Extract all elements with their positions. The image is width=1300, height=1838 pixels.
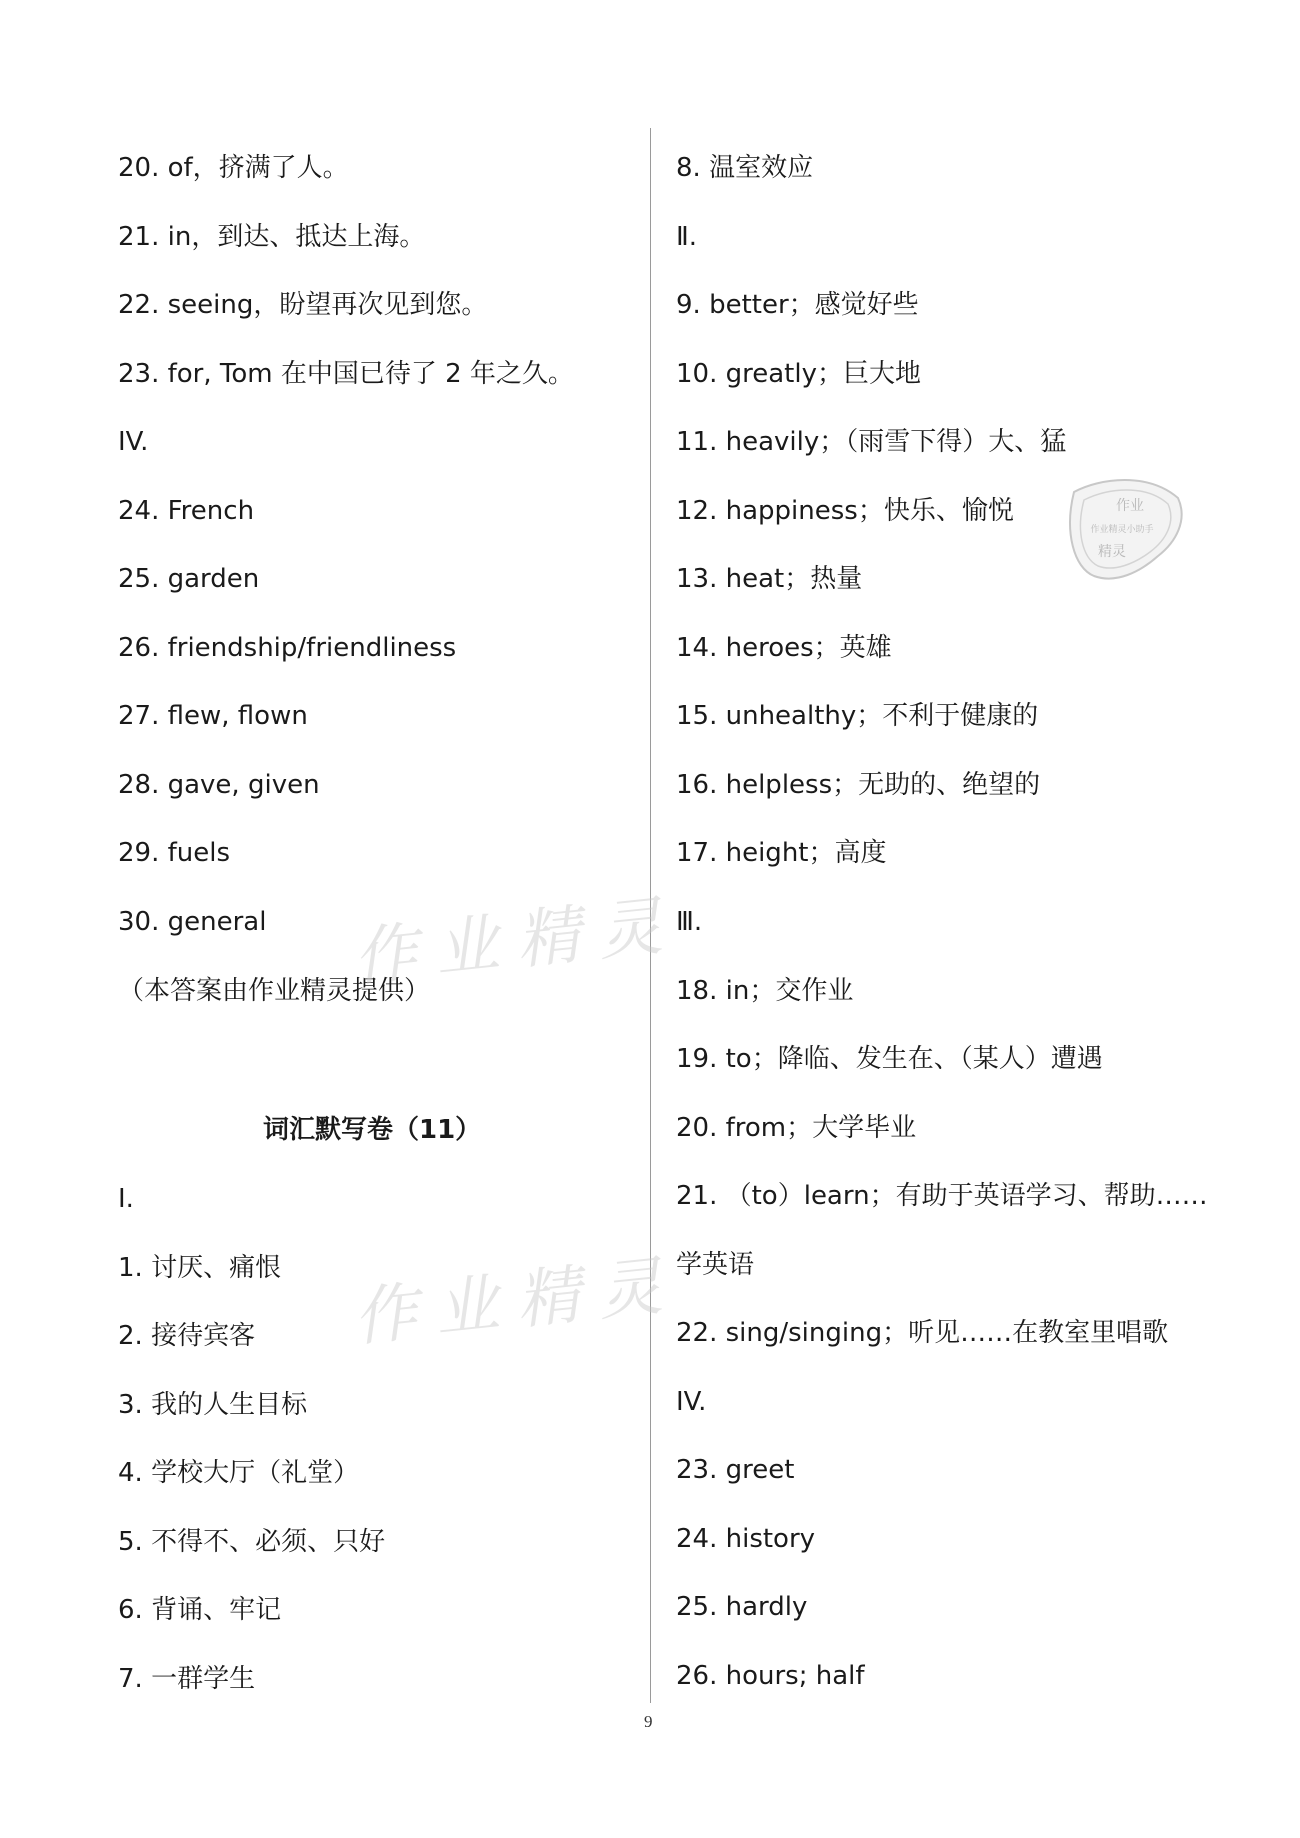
answer-line: 17. height；高度 [676, 838, 887, 868]
answer-line: 15. unhealthy；不利于健康的 [676, 701, 1039, 731]
answer-line: 24. history [676, 1524, 816, 1554]
credit-note: （本答案由作业精灵提供） [118, 976, 431, 1006]
answer-line: 5. 不得不、必须、只好 [118, 1527, 386, 1557]
answer-line: 16. helpless；无助的、绝望的 [676, 770, 1041, 800]
section-numeral: Ⅲ. [676, 907, 703, 937]
answer-line: 21. in，到达、抵达上海。 [118, 222, 426, 252]
page-number: 9 [644, 1712, 653, 1731]
stamp-logo [1060, 472, 1190, 592]
answer-line: 11. heavily；（雨雪下得）大、猛 [676, 427, 1067, 457]
answer-line: 22. seeing，盼望再次见到您。 [118, 290, 488, 320]
section-numeral: Ⅱ. [676, 222, 698, 252]
answer-line: 20. from；大学毕业 [676, 1113, 917, 1143]
section-numeral: Ⅰ. [118, 1184, 134, 1214]
watermark: 作业精灵 [349, 1248, 684, 1356]
answer-line: 4. 学校大厅（礼堂） [118, 1458, 360, 1488]
section-numeral: IV. [676, 1387, 707, 1417]
answer-line: 26. friendship/friendliness [118, 633, 457, 663]
answer-line: 29. fuels [118, 838, 231, 868]
answer-line: 3. 我的人生目标 [118, 1390, 308, 1420]
stamp-top-text: 作业 [1116, 498, 1144, 514]
stamp-icon [1060, 472, 1190, 592]
answer-line: 27. flew, flown [118, 701, 308, 731]
answer-line: 9. better；感觉好些 [676, 290, 919, 320]
answer-line: 10. greatly；巨大地 [676, 359, 921, 389]
answer-line: 23. for, Tom 在中国已待了 2 年之久。 [118, 359, 574, 389]
answer-line: 21. （to）learn；有助于英语学习、帮助…… [676, 1181, 1208, 1211]
section-heading: 词汇默写卷（11） [263, 1115, 482, 1145]
answer-line: 7. 一群学生 [118, 1664, 256, 1694]
answer-line: 25. hardly [676, 1592, 808, 1622]
answer-line: 30. general [118, 907, 267, 937]
answer-line: 26. hours; half [676, 1661, 865, 1691]
answer-line: 24. French [118, 496, 255, 526]
answer-line: 25. garden [118, 564, 260, 594]
answer-line: 13. heat；热量 [676, 564, 863, 594]
answer-line: 6. 背诵、牢记 [118, 1595, 282, 1625]
answer-line: 12. happiness；快乐、愉悦 [676, 496, 1014, 526]
watermark: 作业精灵 [349, 888, 684, 996]
answer-line: 14. heroes；英雄 [676, 633, 892, 663]
answer-line: 18. in；交作业 [676, 976, 854, 1006]
answer-line-continuation: 学英语 [676, 1250, 755, 1280]
answer-line: 1. 讨厌、痛恨 [118, 1253, 282, 1283]
answer-line: 22. sing/singing；听见……在教室里唱歌 [676, 1318, 1169, 1348]
stamp-curved-text: 作业精灵小助手 [1090, 525, 1154, 535]
answer-line: 2. 接待宾客 [118, 1321, 256, 1351]
section-numeral: IV. [118, 427, 149, 457]
stamp-bottom-text: 精灵 [1098, 544, 1126, 560]
answer-line: 8. 温室效应 [676, 153, 814, 183]
answer-line: 20. of，挤满了人。 [118, 153, 349, 183]
answer-line: 23. greet [676, 1455, 795, 1485]
answer-line: 19. to；降临、发生在、（某人）遭遇 [676, 1044, 1103, 1074]
answer-line: 28. gave, given [118, 770, 320, 800]
